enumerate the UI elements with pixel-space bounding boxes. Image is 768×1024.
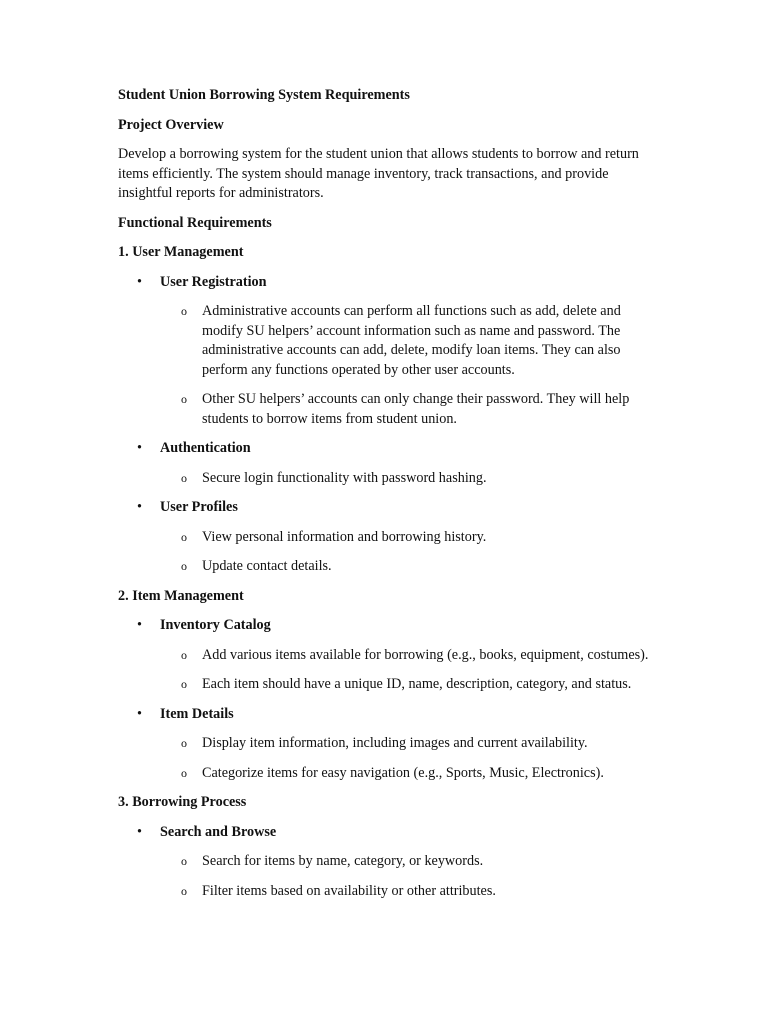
requirement-detail-text: Filter items based on availability or other attributes. bbox=[202, 882, 496, 899]
requirement-detail bbox=[118, 528, 658, 548]
requirement-detail-text: Administrative accounts can perform all functions such as add, delete and modify SU helpers’ account information such as name and password. The administrative accounts can add, delete, modify loan items. They can also perform any functions operated by other user accounts. bbox=[202, 303, 621, 378]
requirement-detail bbox=[118, 302, 658, 380]
requirement-detail-text: Update contact details. bbox=[202, 558, 332, 574]
requirement-item bbox=[118, 616, 658, 636]
document-title: Student Union Borrowing System Requirements bbox=[118, 87, 410, 103]
requirement-detail-text: Secure login functionality with password hashing. bbox=[202, 469, 487, 486]
bullet-icon: • bbox=[137, 705, 142, 722]
bullet-icon: • bbox=[137, 273, 142, 290]
requirements-sections bbox=[118, 243, 658, 901]
section-heading: 1. User Management bbox=[118, 244, 244, 260]
requirement-section bbox=[118, 793, 658, 901]
circle-bullet-icon: o bbox=[181, 854, 187, 868]
requirement-section bbox=[118, 243, 658, 577]
requirement-item-title: Inventory Catalog bbox=[160, 617, 271, 633]
requirement-item bbox=[118, 705, 658, 725]
requirement-item bbox=[118, 498, 658, 518]
circle-bullet-icon: o bbox=[181, 883, 187, 898]
requirement-detail bbox=[118, 646, 658, 666]
bullet-icon: • bbox=[137, 617, 142, 633]
circle-bullet-icon: o bbox=[181, 529, 187, 544]
requirement-detail-text: Add various items available for borrowing (e.g., books, equipment, costumes). bbox=[202, 646, 649, 663]
circle-bullet-icon: o bbox=[181, 304, 187, 318]
requirement-item-title: Authentication bbox=[160, 440, 251, 456]
requirement-detail-text: Categorize items for easy navigation (e.g., Sports, Music, Electronics). bbox=[202, 764, 604, 781]
circle-bullet-icon: o bbox=[181, 736, 187, 750]
requirement-detail bbox=[118, 764, 658, 784]
requirement-detail-text: View personal information and borrowing history. bbox=[202, 528, 487, 545]
requirement-detail-text: Search for items by name, category, or keywords. bbox=[202, 853, 484, 869]
requirement-detail bbox=[118, 557, 658, 577]
requirement-section bbox=[118, 587, 658, 784]
circle-bullet-icon: o bbox=[181, 470, 187, 485]
bullet-icon: • bbox=[137, 440, 142, 456]
bullet-icon: • bbox=[137, 499, 142, 515]
requirement-item-title: Item Details bbox=[160, 705, 234, 722]
section-heading: 3. Borrowing Process bbox=[118, 794, 247, 810]
requirement-detail bbox=[118, 469, 658, 489]
requirement-detail bbox=[118, 734, 658, 754]
requirement-item bbox=[118, 439, 658, 459]
functional-requirements-heading: Functional Requirements bbox=[118, 214, 272, 231]
overview-heading: Project Overview bbox=[118, 116, 224, 133]
requirement-detail bbox=[118, 390, 658, 429]
circle-bullet-icon: o bbox=[181, 559, 187, 573]
requirement-detail bbox=[118, 882, 658, 902]
requirement-detail-text: Other SU helpers’ accounts can only change their password. They will help students to borrow items from student union. bbox=[202, 391, 630, 427]
requirement-item-title: Search and Browse bbox=[160, 823, 277, 840]
section-heading: 2. Item Management bbox=[118, 587, 244, 604]
bullet-icon: • bbox=[137, 823, 142, 840]
requirement-detail bbox=[118, 675, 658, 695]
circle-bullet-icon: o bbox=[181, 677, 187, 691]
circle-bullet-icon: o bbox=[181, 765, 187, 780]
circle-bullet-icon: o bbox=[181, 392, 187, 406]
requirement-item bbox=[118, 273, 658, 293]
requirement-item-title: User Registration bbox=[160, 273, 267, 290]
document-page bbox=[118, 86, 658, 911]
requirement-item bbox=[118, 823, 658, 843]
requirement-detail-text: Display item information, including images and current availability. bbox=[202, 735, 588, 751]
requirement-detail-text: Each item should have a unique ID, name, description, category, and status. bbox=[202, 676, 632, 692]
requirement-detail bbox=[118, 852, 658, 872]
overview-paragraph: Develop a borrowing system for the student union that allows students to borrow and return items efficiently. The system should manage inventory, track transactions, and provide insightful reports for administrators. bbox=[118, 146, 639, 201]
circle-bullet-icon: o bbox=[181, 647, 187, 662]
requirement-item-title: User Profiles bbox=[160, 499, 238, 515]
